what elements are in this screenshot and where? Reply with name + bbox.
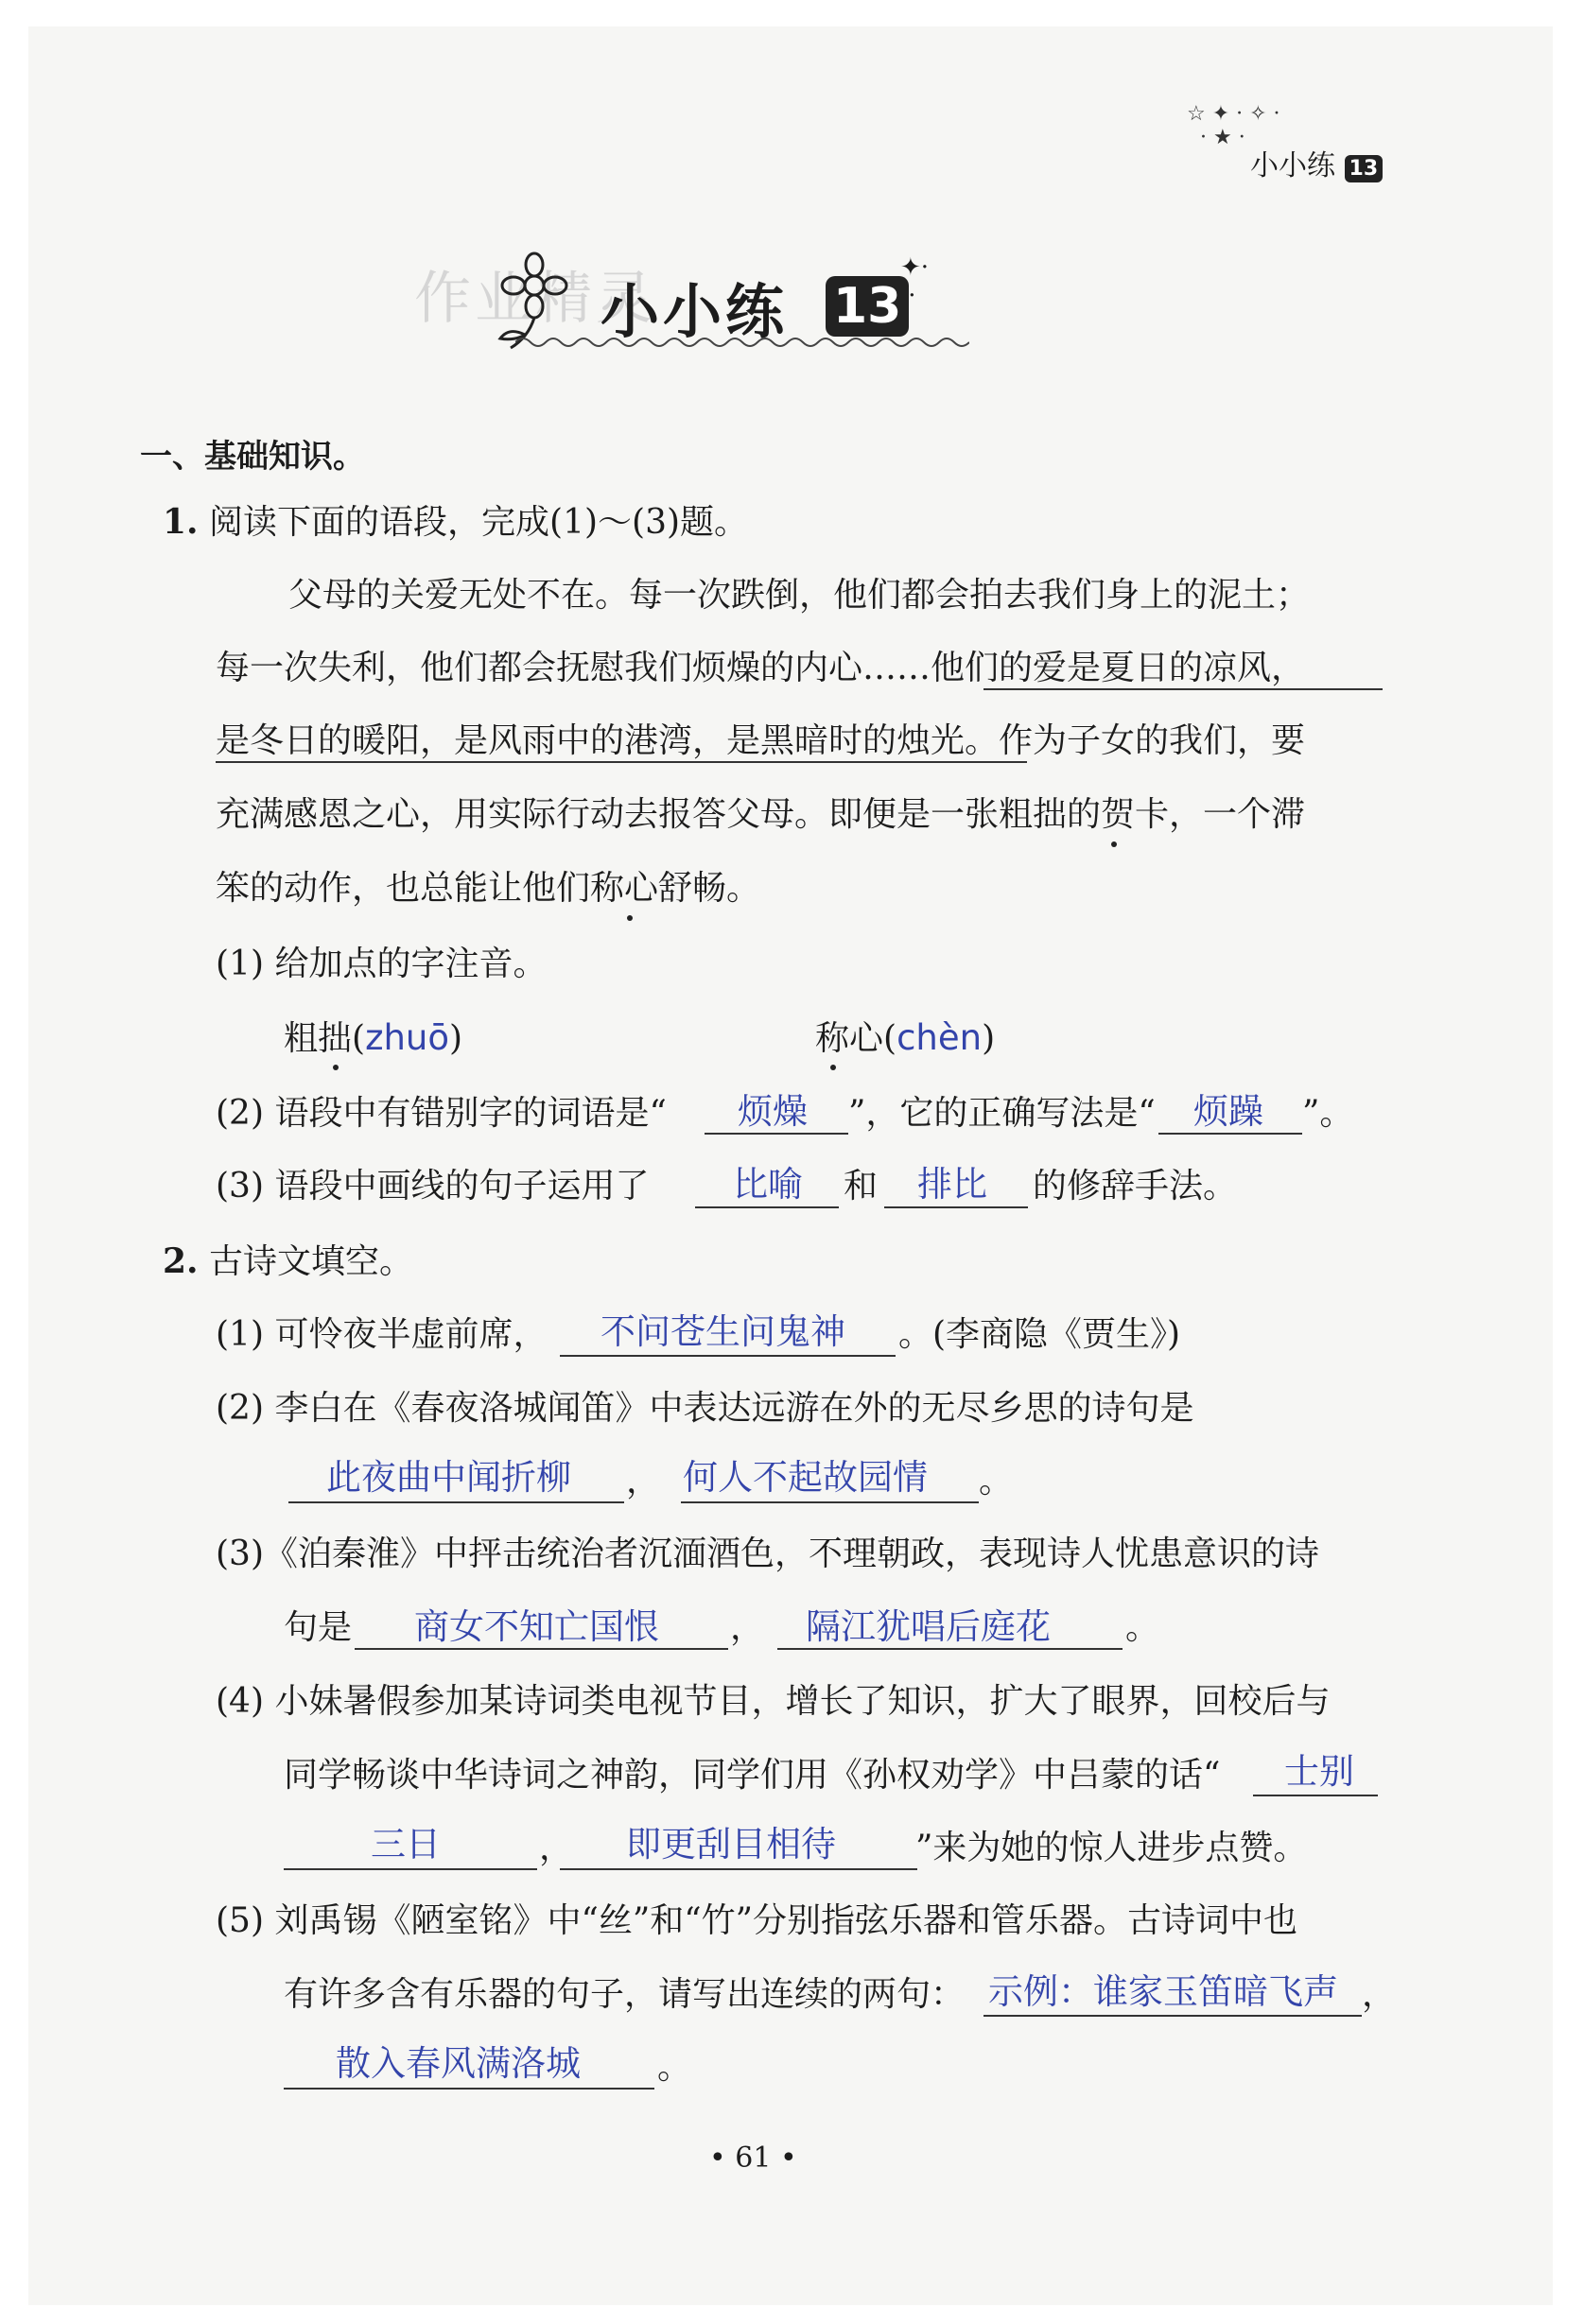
q1-number: 1. (163, 502, 199, 542)
emphasis-dot-word1 (333, 1065, 339, 1070)
passage-line-4: 充满感恩之心，用实际行动去报答父母。即便是一张粗拙的贺卡，一个滞 (216, 795, 1306, 834)
word-chenxin: 称心 (815, 1019, 884, 1058)
q2-s3-end: 。 (1125, 1608, 1160, 1647)
q1-sub1-label: (1) 给加点的字注音。 (216, 945, 548, 983)
q1-sub1-row: 粗拙(zhuō) (284, 1017, 463, 1058)
answer-zhuo: zhuō (365, 1017, 450, 1058)
q2-line (163, 1240, 413, 1283)
q1-sub2-answer1: 烦燥 (738, 1091, 808, 1132)
q2-s5-comma: ， (1362, 1975, 1397, 2014)
q2-s3-comma: ， (730, 1608, 765, 1647)
q2-s5-end: 。 (657, 2048, 692, 2087)
q2-s2-blank1[interactable] (288, 1501, 624, 1503)
q1-sub2-post: ”。 (1302, 1094, 1354, 1133)
q2-s4-comma: ， (539, 1829, 574, 1867)
page-title: 小小练 (601, 277, 789, 346)
q1-sub2-pre: (2) 语段中有错别字的词语是“ (216, 1094, 667, 1133)
word-cuzhuo: 粗拙 (284, 1019, 353, 1058)
passage-line-5: 笨的动作，也总能让他们称心舒畅。 (216, 869, 761, 908)
q2-s4-answer2: 即更刮目相待 (626, 1824, 836, 1864)
q2-s1-answer: 不问苍生问鬼神 (601, 1311, 845, 1352)
q2-s3-line1: (3)《泊秦淮》中抨击统治者沉湎酒色，不理朝政，表现诗人忧患意识的诗 (216, 1535, 1319, 1573)
q1-sub3-answer1: 比喻 (733, 1164, 803, 1205)
q2-s4-blank1b[interactable] (284, 1868, 537, 1870)
q2-s4-blank1a[interactable] (1253, 1795, 1378, 1796)
passage-line-2b: 他们的爱是夏日的凉风， (931, 649, 1306, 687)
passage-line-3a: 是冬日的暖阳，是风雨中的港湾，是黑暗时的烛光。 (216, 721, 1000, 760)
q2-s3-answer2: 隔江犹唱后庭花 (806, 1606, 1051, 1647)
page-number: • 61 • (709, 2142, 797, 2175)
header-stars: ☆ ✦ · ✧ · · ★ · (1187, 102, 1280, 149)
q2-s4-line1: (4) 小妹暑假参加某诗词类电视节目，增长了知识，扩大了眼界，回校后与 (216, 1682, 1331, 1721)
title-badge: 13 (826, 276, 909, 337)
q2-s1-post: 。(李商隐《贾生》) (898, 1315, 1181, 1354)
q2-s5-line1: (5) 刘禹锡《陋室铭》中“丝”和“竹”分别指弦乐器和管乐器。古诗词中也 (216, 1901, 1298, 1940)
q2-s5-blank2[interactable] (284, 2088, 654, 2090)
q1-sub3-post: 的修辞手法。 (1033, 1167, 1238, 1205)
q2-s2-blank2[interactable] (681, 1501, 979, 1503)
q2-s1-blank[interactable] (560, 1355, 896, 1357)
title-sparkle-icon: ✦· · (900, 253, 930, 310)
passage-line-3b: 作为子女的我们，要 (999, 721, 1306, 760)
q1-sub2-answer2: 烦躁 (1193, 1091, 1263, 1132)
q2-s4-line2: 同学畅谈中华诗词之神韵，同学们用《孙权劝学》中吕蒙的话“ (284, 1756, 1221, 1795)
passage-underline-2 (216, 761, 1027, 763)
q1-sub3-pre: (3) 语段中画线的句子运用了 (216, 1167, 650, 1205)
q2-s2-line1: (2) 李白在《春夜洛城闻笛》中表达远游在外的无尽乡思的诗句是 (216, 1389, 1194, 1428)
q2-s1-pre: (1) 可怜夜半虚前席， (216, 1315, 548, 1354)
q2-s2-comma: ， (626, 1462, 661, 1500)
q2-s3-answer1: 商女不知亡国恨 (414, 1606, 659, 1647)
q2-s2-answer1: 此夜曲中闻折柳 (326, 1457, 571, 1498)
q2-s5-answer2: 散入春风满洛城 (336, 2043, 581, 2084)
q2-s4-post: ”来为她的惊人进步点赞。 (915, 1829, 1308, 1867)
q2-s4-answer1a: 士别 (1284, 1751, 1354, 1792)
q1-line (163, 501, 748, 544)
answer-chen: chèn (896, 1017, 983, 1058)
q2-s4-answer1b: 三日 (371, 1824, 441, 1864)
title-wavy-line (515, 333, 969, 352)
q2-s5-line2: 有许多含有乐器的句子，请写出连续的两句： (284, 1975, 966, 2014)
q2-s5-answer1: 示例：谁家玉笛暗飞声 (988, 1971, 1338, 2012)
q2-number: 2. (163, 1241, 199, 1281)
q2-s2-answer2: 何人不起故园情 (683, 1457, 928, 1498)
header-title: 小小练 (1250, 149, 1335, 182)
q2-prompt: 古诗文填空。 (209, 1242, 414, 1281)
passage-line-1: 父母的关爱无处不在。每一次跌倒，他们都会拍去我们身上的泥土； (288, 576, 1311, 615)
emphasis-dot-word2 (830, 1065, 836, 1070)
q1-sub1-row-2: 称心(chèn) (815, 1017, 996, 1058)
q1-sub3-answer2: 排比 (917, 1164, 987, 1205)
passage-line-3 (216, 720, 1305, 762)
q2-s4-blank2[interactable] (560, 1868, 917, 1870)
header-badge: 13 (1345, 155, 1384, 182)
q1-sub2-mid: ”，它的正确写法是“ (848, 1094, 1156, 1133)
emphasis-dot-zhuo (1111, 841, 1117, 847)
header-label (1250, 142, 1383, 183)
q2-s3-pre: 句是 (284, 1608, 353, 1647)
q1-sub3-blank1[interactable] (695, 1206, 839, 1208)
q1-prompt: 阅读下面的语段，完成(1)～(3)题。 (209, 503, 749, 542)
q1-sub3-blank2[interactable] (884, 1206, 1028, 1208)
q2-s5-blank1[interactable] (983, 2015, 1362, 2017)
passage-line-2 (216, 648, 1305, 689)
emphasis-dot-chen (627, 915, 633, 921)
q1-sub3-mid: 和 (844, 1167, 879, 1205)
watermark: 作业精灵 (414, 266, 656, 332)
section-title: 一、基础知识。 (140, 438, 365, 476)
passage-underline-1 (983, 688, 1383, 690)
q2-s2-end: 。 (979, 1462, 1014, 1500)
passage-line-2a: 每一次失利，他们都会抚慰我们烦燥的内心…… (216, 649, 931, 687)
